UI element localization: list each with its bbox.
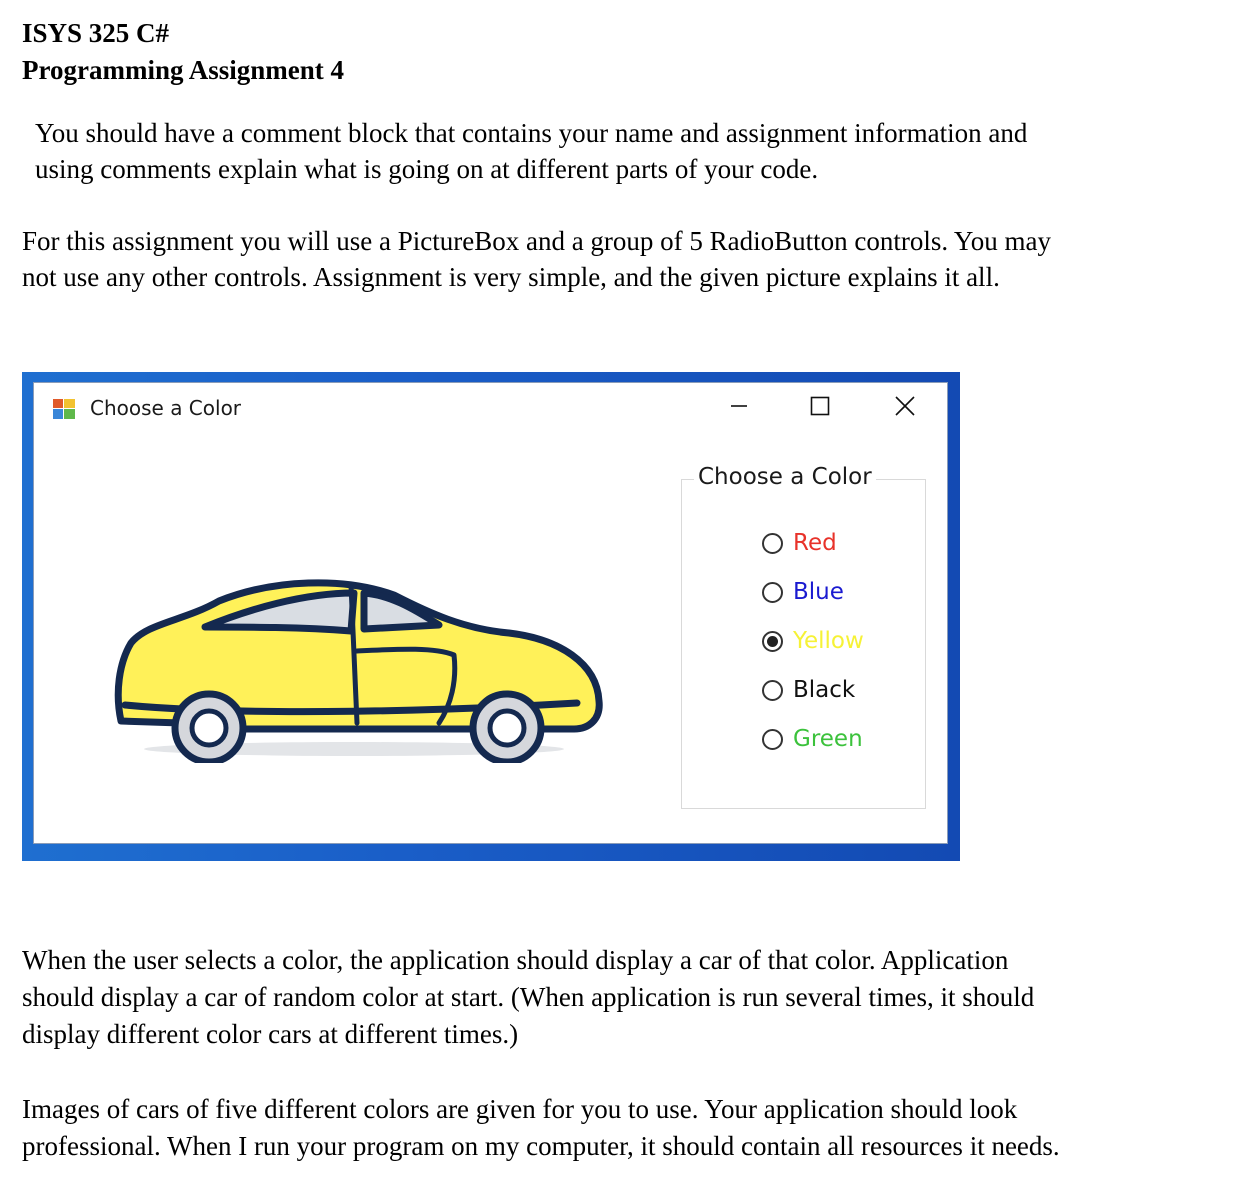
car-picturebox <box>89 523 609 763</box>
car-wheel <box>192 711 226 745</box>
minimize-icon <box>730 397 748 415</box>
behavior-line: should display a car of random color at start. (When application is run several times, it should <box>22 982 1035 1012</box>
radio-circle <box>762 680 783 701</box>
intro-line: using comments explain what is going on at different parts of your code. <box>35 154 819 184</box>
radio-label: Red <box>793 530 837 556</box>
window-title: Choose a Color <box>90 396 242 420</box>
radio-circle <box>762 533 783 554</box>
task-line: not use any other controls. Assignment is very simple, and the given picture explains it all. <box>22 262 1000 292</box>
radio-blue[interactable] <box>762 577 844 607</box>
resources-line: Images of cars of five different colors are given for you to use. Your application should look <box>22 1094 1018 1124</box>
course-title: ISYS 325 C# <box>22 18 170 48</box>
behavior-line: display different color cars at different times.) <box>22 1019 519 1049</box>
car-wheel <box>490 711 524 745</box>
radio-label: Blue <box>793 579 844 605</box>
radio-circle <box>762 631 783 652</box>
color-groupbox <box>681 464 926 809</box>
groupbox-title: Choose a Color <box>694 464 876 490</box>
radio-green[interactable] <box>762 724 863 754</box>
radio-red[interactable] <box>762 528 837 558</box>
resources-line: professional. When I run your program on my computer, it should contain all resources it needs. <box>22 1131 1060 1161</box>
maximize-button[interactable] <box>792 385 848 427</box>
car-image <box>118 583 599 762</box>
minimize-button[interactable] <box>711 385 767 427</box>
radio-label: Black <box>793 677 856 703</box>
radio-label: Green <box>793 726 863 752</box>
close-icon <box>895 396 915 416</box>
window-titlebar <box>34 383 947 427</box>
intro-line: You should have a comment block that contains your name and assignment information and <box>35 118 1028 148</box>
close-button[interactable] <box>877 385 933 427</box>
radio-black[interactable] <box>762 675 855 705</box>
assignment-title: Programming Assignment 4 <box>22 55 344 85</box>
radio-label: Yellow <box>793 628 864 654</box>
radio-circle <box>762 729 783 750</box>
app-screenshot <box>22 372 960 861</box>
task-line: For this assignment you will use a PictureBox and a group of 5 RadioButton controls. You may <box>22 226 1051 256</box>
radio-circle <box>762 582 783 603</box>
behavior-line: When the user selects a color, the application should display a car of that color. Application <box>22 945 1009 975</box>
app-window <box>33 382 948 844</box>
maximize-icon <box>810 396 830 416</box>
radio-yellow[interactable] <box>762 626 864 656</box>
app-icon <box>53 399 75 419</box>
